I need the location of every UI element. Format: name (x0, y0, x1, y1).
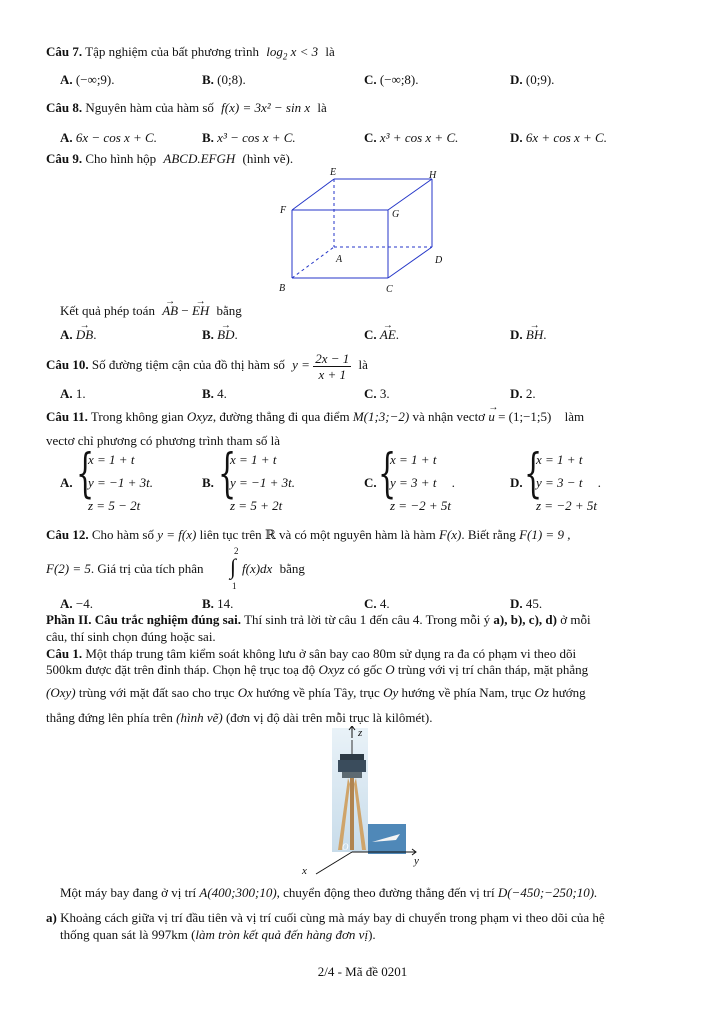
q12-F1: F(1) = 9 , (519, 527, 571, 542)
y-axis-label: y (414, 855, 419, 867)
q12-text3: và có một nguyên hàm là hàm (279, 527, 436, 542)
q11-option-a[interactable] (76, 444, 176, 516)
p2q1-line1 (46, 646, 576, 662)
q9-result-text: Kết quả phép toán (60, 303, 155, 318)
p2q1-plane-line: Một máy bay đang ở vị trí A(400;300;10), chuyển động theo đường thẳng đến vị trí D(−450;−250;10). (60, 885, 598, 900)
q7-tail: là (325, 44, 335, 59)
q7-option-d[interactable]: D. (0;9). (510, 72, 555, 87)
p2q1-line2: 500km được đặt trên đỉnh tháp. Chọn hệ trục toạ độ Oxyz có gốc O trùng với vị trí chân tháp, mặt phẳng (46, 662, 589, 677)
q10-denominator: x + 1 (318, 366, 346, 382)
q12-int-upper: 2 (234, 546, 239, 556)
q8-stem (46, 100, 327, 116)
brace-icon: { (76, 444, 95, 504)
q7-expr: $\log_2 x < 3$ (266, 44, 319, 62)
q10-option-c[interactable]: C. 3. (364, 386, 390, 401)
part2-text1: Thí sinh trả lời từ câu 1 đến câu 4. Trong mỗi ý (244, 612, 491, 627)
q11-text2: , đường thẳng đi qua điểm (212, 409, 350, 424)
q8-label: Câu 8. (46, 100, 83, 115)
x-axis (316, 852, 352, 874)
point-A: A(400;300;10) (199, 885, 277, 900)
q7-text: Tập nghiệm của bất phương trình (85, 44, 259, 59)
z-axis-label: z (358, 727, 363, 739)
edge-gh (388, 179, 432, 210)
q11-label: Câu 11. (46, 409, 88, 424)
q9-option-d[interactable]: D. → BH. (510, 327, 546, 343)
q12-line2 (46, 561, 204, 577)
q8-option-c[interactable]: C. x³ + cos x + C. (364, 130, 459, 145)
cuboid-figure (270, 165, 460, 295)
p2q1-l1: Một tháp trung tâm kiểm soát không lưu ở sân bay cao 80m sử dụng ra đa có phạm vi theo dõi (85, 646, 577, 661)
q12-integrand: f(x)dx (242, 561, 273, 576)
edge-cd (388, 247, 432, 278)
edge-fe (292, 179, 334, 210)
p2q1-item-a-line2: thống quan sát là 997km (làm tròn kết quả đến hàng đơn vị). (60, 927, 376, 942)
q12-text2: liên tục trên (199, 527, 262, 542)
q8-option-a[interactable]: A. 6x − cos x + C. (60, 130, 157, 145)
q11-space: Oxyz (186, 409, 213, 424)
q12-option-d[interactable]: D. 45. (510, 596, 543, 611)
q12-text1: Cho hàm số (91, 527, 154, 542)
q9-option-a[interactable]: A. → DB. (60, 327, 96, 343)
q11-b-row-3: z = 5 + 2t (230, 498, 283, 513)
q11-d-row-3: z = −2 + 5t (536, 498, 597, 513)
vertex-g: G (392, 209, 400, 220)
q11-d-row-2: y = 3 − t (536, 475, 583, 490)
q7-option-a[interactable]: A. (−∞;9). (60, 72, 115, 87)
q12-text5: . Giá trị của tích phân (90, 561, 204, 576)
q11-b-row-1: x = 1 + t (230, 452, 277, 467)
tower-core (350, 778, 354, 850)
part2-heading-line (46, 612, 591, 628)
vertex-b: B (279, 283, 286, 294)
vertex-f: F (280, 205, 287, 216)
q8-expr: f(x) = 3x² − sin x (221, 100, 311, 115)
q9-stem (46, 151, 293, 167)
q12-real-set: ℝ (264, 527, 276, 542)
point-D: D(−450;−250;10). (497, 885, 598, 900)
q11-option-a-key[interactable]: A. (60, 475, 73, 490)
q11-c-row-3: z = −2 + 5t (390, 498, 451, 513)
q11-option-b[interactable] (218, 444, 318, 516)
q11-c-dot: . (452, 475, 456, 490)
q8-tail: là (317, 100, 327, 115)
q9-option-c[interactable]: C. → AE. (364, 327, 399, 343)
q7-option-b[interactable]: B. (0;8). (202, 72, 246, 87)
q12-int-lower: 1 (232, 581, 237, 591)
q12-stem (46, 527, 570, 543)
q9-option-b[interactable]: B. → BD. (202, 327, 238, 343)
q7-option-c[interactable]: C. (−∞;8). (364, 72, 419, 87)
q10-option-d[interactable]: D. 2. (510, 386, 536, 401)
q9-result-tail: bằng (216, 303, 242, 318)
q11-option-c-key[interactable]: C. (364, 475, 377, 490)
p2q1-item-a-line1[interactable]: a) Khoảng cách giữa vị trí đầu tiên và vị trí cuối cùng mà máy bay di chuyển trong phạm vi theo dõi của hệ (46, 910, 605, 925)
p2q1-line3: (Oxy) trùng với mặt đất sao cho trục Ox hướng về phía Tây, trục Oy hướng về phía Nam, trục Oz hướng (46, 685, 586, 700)
p2q1-label: Câu 1. (46, 646, 83, 661)
q9-minus: − (181, 303, 189, 318)
tower-cab-roof (340, 754, 364, 760)
q9-tail: (hình vẽ). (242, 151, 294, 166)
q10-option-b[interactable]: B. 4. (202, 386, 227, 401)
brace-icon: { (218, 444, 237, 504)
q12-option-a[interactable]: A. −4. (60, 596, 93, 611)
part2-opts: a), b), c), d) (493, 612, 557, 627)
q10-y: y = (292, 357, 310, 372)
q9-label: Câu 9. (46, 151, 83, 166)
q11-text3: và nhận vectơ (412, 409, 486, 424)
q9-text: Cho hình hộp (85, 151, 157, 166)
vertex-h: H (429, 170, 437, 181)
q9-expr: ABCD.EFGH (163, 151, 236, 166)
origin-label: O (342, 842, 349, 852)
page-footer: 2/4 - Mã đề 0201 (317, 964, 408, 979)
q11-stem (46, 409, 584, 425)
q10-tail: là (358, 357, 368, 372)
q8-option-b[interactable]: B. x³ − cos x + C. (202, 130, 296, 145)
q10-option-a[interactable]: A. 1. (60, 386, 86, 401)
q9-result-line (60, 303, 242, 319)
x-axis-label: x (302, 865, 307, 876)
control-tower-figure (296, 726, 436, 876)
q9-vector-eh: → EH (192, 303, 209, 319)
q9-vector-ab: → AB (162, 303, 178, 319)
tower-cab (338, 760, 366, 772)
vertex-c: C (386, 284, 393, 295)
q12-integrand-line (242, 561, 305, 577)
q11-c-row-2: y = 3 + t (390, 475, 437, 490)
vertex-d: D (435, 255, 443, 266)
q11-text1: Trong không gian (90, 409, 184, 424)
q11-d-dot: . (598, 475, 602, 490)
q12-F: F(x) (438, 527, 462, 542)
q10-text: Số đường tiệm cận của đồ thị hàm số (91, 357, 285, 372)
q10-label: Câu 10. (46, 357, 89, 372)
edge-ba-hidden (292, 247, 334, 278)
q11-b-row-2: y = −1 + 3t. (230, 475, 295, 490)
q11-a-row-1: x = 1 + t (88, 452, 135, 467)
q12-func: y = f(x) (157, 527, 197, 542)
q11-c-row-1: x = 1 + t (390, 452, 437, 467)
q10-numerator: 2x − 1 (315, 350, 350, 366)
q8-text: Nguyên hàm của hàm số (85, 100, 214, 115)
q11-line2: vectơ chỉ phương có phương trình tham số là (46, 433, 281, 448)
q11-option-b-key[interactable]: B. (202, 475, 214, 490)
q11-text4: làm (564, 409, 585, 424)
brace-icon: { (524, 444, 543, 504)
brace-icon: { (378, 444, 397, 504)
q7-stem (46, 44, 335, 65)
item-a-key[interactable]: a) (46, 910, 57, 925)
q7-label: Câu 7. (46, 44, 83, 59)
q10-stem (46, 348, 368, 382)
q11-vector-value: = (1;−1;5) (498, 409, 552, 424)
part2-line2: câu, thí sinh chọn đúng hoặc sai. (46, 629, 216, 644)
q11-vector-u: → u (488, 409, 495, 425)
part2-heading: Phần II. Câu trắc nghiệm đúng sai. (46, 612, 242, 627)
q11-option-d[interactable] (524, 444, 634, 516)
q11-point: M(1;3;−2) (352, 409, 410, 424)
q11-a-row-2: y = −1 + 3t. (88, 475, 153, 490)
vertex-a: A (336, 254, 343, 265)
q11-option-c[interactable] (378, 444, 488, 516)
q11-a-row-3: z = 5 − 2t (88, 498, 141, 513)
integral-sign-icon: ∫ (230, 554, 237, 579)
p2q1-line4: thẳng đứng lên phía trên (hình vẽ) (đơn vị độ dài trên mỗi trục là kilômét). (46, 710, 433, 725)
q11-option-d-key[interactable]: D. (510, 475, 523, 490)
q11-d-row-1: x = 1 + t (536, 452, 583, 467)
part2-text2: ở mỗi (560, 612, 591, 627)
q12-F2: F(2) = 5 (46, 561, 91, 576)
vertex-e: E (330, 167, 337, 178)
tower-cab-base (342, 772, 362, 778)
q12-option-c[interactable]: C. 4. (364, 596, 390, 611)
q8-option-d[interactable]: D. 6x + cos x + C. (510, 130, 607, 145)
q12-option-b[interactable]: B. 14. (202, 596, 234, 611)
q10-fraction (313, 351, 351, 382)
q12-label: Câu 12. (46, 527, 89, 542)
q12-tail: bằng (279, 561, 305, 576)
q12-text4: . Biết rằng (461, 527, 516, 542)
